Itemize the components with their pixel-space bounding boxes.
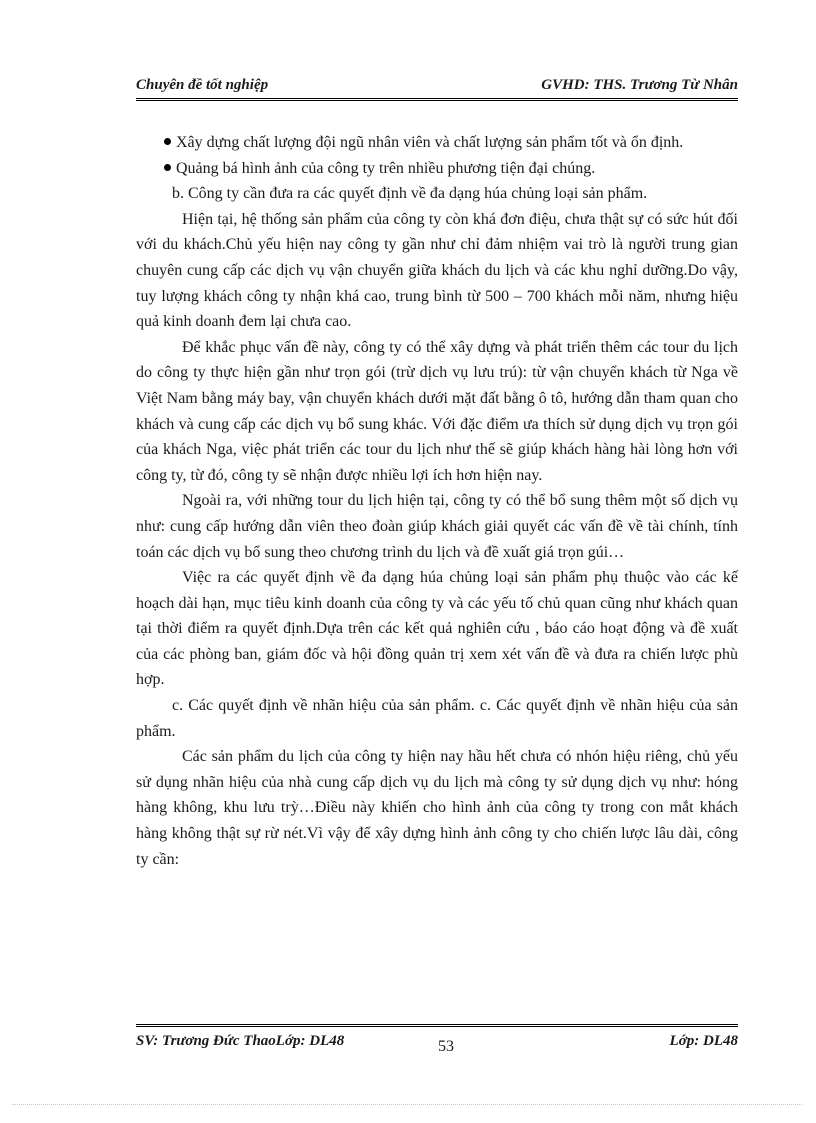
bullet-icon bbox=[164, 138, 171, 145]
paragraph: Để khắc phục vấn đề này, công ty có thể xây dựng và phát triển thêm các tour du lịch do công ty thực hiện gần như trọn gói (trừ dịch vụ lưu trú): từ vận chuyển khách từ Nga về Việt Nam bằng máy bay, vận chuyển khách dưới mặt đất bằng ô tô, hướng dẫn tham quan cho khách và cung cấp các dịch vụ bổ sung khác. Với đặc điểm ưa thích sử dụng dịch vụ trọn gói của khách Nga, việc phát triển các tour du lịch như thế sẽ giúp khách hàng hài lòng hơn với công ty, từ đó, công ty sẽ nhận được nhiều lợi ích hơn hiện nay. bbox=[136, 338, 738, 484]
section-heading-b: b. Công ty cần đưa ra các quyết định về đa dạng húa chủng loại sản phẩm. bbox=[172, 185, 648, 203]
bullet-text: Xây dựng chất lượng đội ngũ nhân viên và chất lượng sản phẩm tốt và ổn định. bbox=[176, 134, 684, 151]
footer-class: Lớp: DL48 bbox=[669, 1033, 738, 1049]
header-advisor: GVHD: THS. Trương Từ Nhân bbox=[541, 77, 738, 93]
bullet-icon bbox=[164, 164, 171, 171]
footer-student: SV: Trương Đức ThaoLớp: DL48 bbox=[136, 1033, 345, 1049]
paragraph: Các sản phẩm du lịch của công ty hiện nay hầu hết chưa có nhón hiệu riêng, chủ yếu sử dụng nhãn hiệu của nhà cung cấp dịch vụ du lịch mà công ty sử dụng dịch vụ như: hóng hàng không, khu lưu trỳ…Điều này khiến cho hình ảnh của công ty trong con mắt khách hàng không thật sự rừ nét.Vì vậy để xây dựng hình ảnh công ty cho chiến lược lâu dài, công ty cần: bbox=[136, 748, 738, 868]
bullet-item bbox=[136, 130, 738, 156]
paragraph: Hiện tại, hệ thống sản phẩm của công ty còn khá đơn điệu, chưa thật sự có sức hút đối với du khách.Chủ yếu hiện nay công ty gần như chỉ đảm nhiệm vai trò là người trung gian chuyên cung cấp các dịch vụ vận chuyển giữa khách du lịch và các khu nghỉ dưỡng.Do vậy, tuy lượng khách công ty nhận khá cao, trung bình từ 500 – 700 khách mỗi năm, nhưng hiệu quả kinh doanh đem lại chưa cao. bbox=[136, 210, 738, 331]
bullet-text: Quảng bá hình ảnh của công ty trên nhiều phương tiện đại chúng. bbox=[176, 159, 596, 177]
paragraph: Ngoài ra, với những tour du lịch hiện tại, công ty có thể bổ sung thêm một số dịch vụ như: cung cấp hướng dẫn viên theo đoàn giúp khách giải quyết các vấn đề về tài chính, tính toán các dịch vụ bổ sung theo chương trình du lịch và đề xuất giá trọn gúi… bbox=[136, 492, 738, 561]
page-edge-divider bbox=[12, 1104, 802, 1105]
page-header bbox=[136, 74, 738, 101]
document-body bbox=[136, 130, 738, 872]
paragraph: Việc ra các quyết định về đa dạng húa chủng loại sản phẩm phụ thuộc vào các kế hoạch dài hạn, mục tiêu kinh doanh của công ty và các yếu tố chủ quan cũng như khách quan tại thời điểm ra quyết định.Dựa trên các kết quả nghiên cứu , báo cáo hoạt động và đề xuất của các phòng ban, giám đốc và hội đồng quản trị xem xét vấn đề và đưa ra chiến lược phù hợp. bbox=[136, 569, 738, 689]
page-number: 53 bbox=[438, 1038, 454, 1055]
bullet-item bbox=[136, 156, 738, 182]
header-title: Chuyên đề tốt nghiệp bbox=[136, 77, 269, 93]
section-heading-c: c. Các quyết định về nhãn hiệu của sản phẩm. c. Các quyết định về nhãn hiệu của sản phẩm. bbox=[136, 697, 738, 740]
page-footer bbox=[136, 1024, 738, 1055]
